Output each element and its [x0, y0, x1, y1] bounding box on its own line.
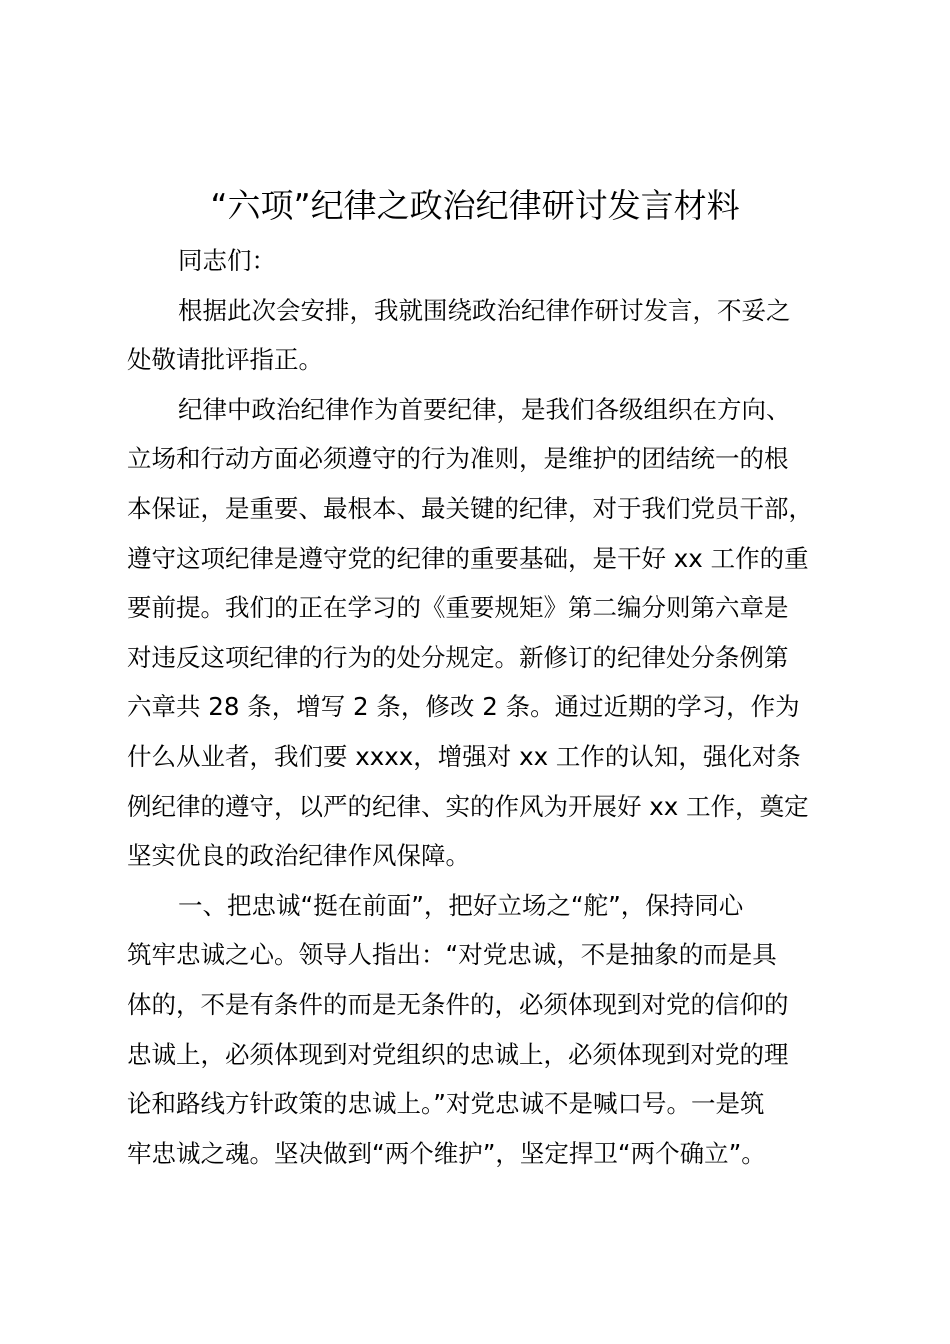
paragraph-line: 处敬请批评指正。 [127, 345, 323, 375]
paragraph-line: 忠诚上，必须体现到对党组织的忠诚上，必须体现到对党的理 [127, 1039, 789, 1069]
paragraph-line: 六章共 28 条，增写 2 条，修改 2 条。通过近期的学习，作为 [127, 692, 800, 722]
paragraph-1 [127, 286, 827, 385]
paragraph-2 [127, 385, 827, 881]
paragraph-line: 纪律中政治纪律作为首要纪律，是我们各级组织在方向、 [178, 394, 791, 424]
paragraph-line: 本保证，是重要、最根本、最关键的纪律，对于我们党员干部， [127, 493, 813, 523]
paragraph-line: 立场和行动方面必须遵守的行为准则，是维护的团结统一的根 [127, 444, 789, 474]
paragraph-line: 对违反这项纪律的行为的处分规定。新修订的纪律处分条例第 [127, 642, 789, 672]
paragraph-line: 坚实优良的政治纪律作风保障。 [127, 841, 470, 871]
paragraph-line: 例纪律的遵守，以严的纪律、实的作风为开展好 xx 工作，奠定 [127, 791, 809, 821]
paragraph-line: 一、把忠诚“挺在前面”，把好立场之“舵”，保持同心 [178, 890, 744, 920]
paragraph-line: 论和路线方针政策的忠诚上。”对党忠诚不是喊口号。一是筑 [127, 1089, 765, 1119]
salutation [127, 236, 827, 286]
paragraph-line: 体的，不是有条件的而是无条件的，必须体现到对党的信仰的 [127, 989, 789, 1019]
paragraph-line: 筑牢忠诚之心。领导人指出：“对党忠诚，不是抽象的而是具 [127, 940, 777, 970]
paragraph-line: 要前提。我们的正在学习的《重要规矩》第二编分则第六章是 [127, 593, 789, 623]
paragraph-line: 什么从业者，我们要 xxxx，增强对 xx 工作的认知，强化对条 [127, 741, 801, 771]
paragraph-3 [127, 881, 827, 1179]
document-body [127, 236, 827, 1178]
document-title: “六项”纪律之政治纪律研讨发言材料 [210, 186, 740, 225]
paragraph-line: 牢忠诚之魂。坚决做到“两个维护”，坚定捍卫“两个确立”。 [127, 1138, 766, 1168]
paragraph-line: 根据此次会安排，我就围绕政治纪律作研讨发言，不妥之 [178, 295, 791, 325]
paragraph-line: 遵守这项纪律是遵守党的纪律的重要基础，是干好 xx 工作的重 [127, 543, 809, 573]
salutation-line: 同志们： [178, 246, 276, 275]
